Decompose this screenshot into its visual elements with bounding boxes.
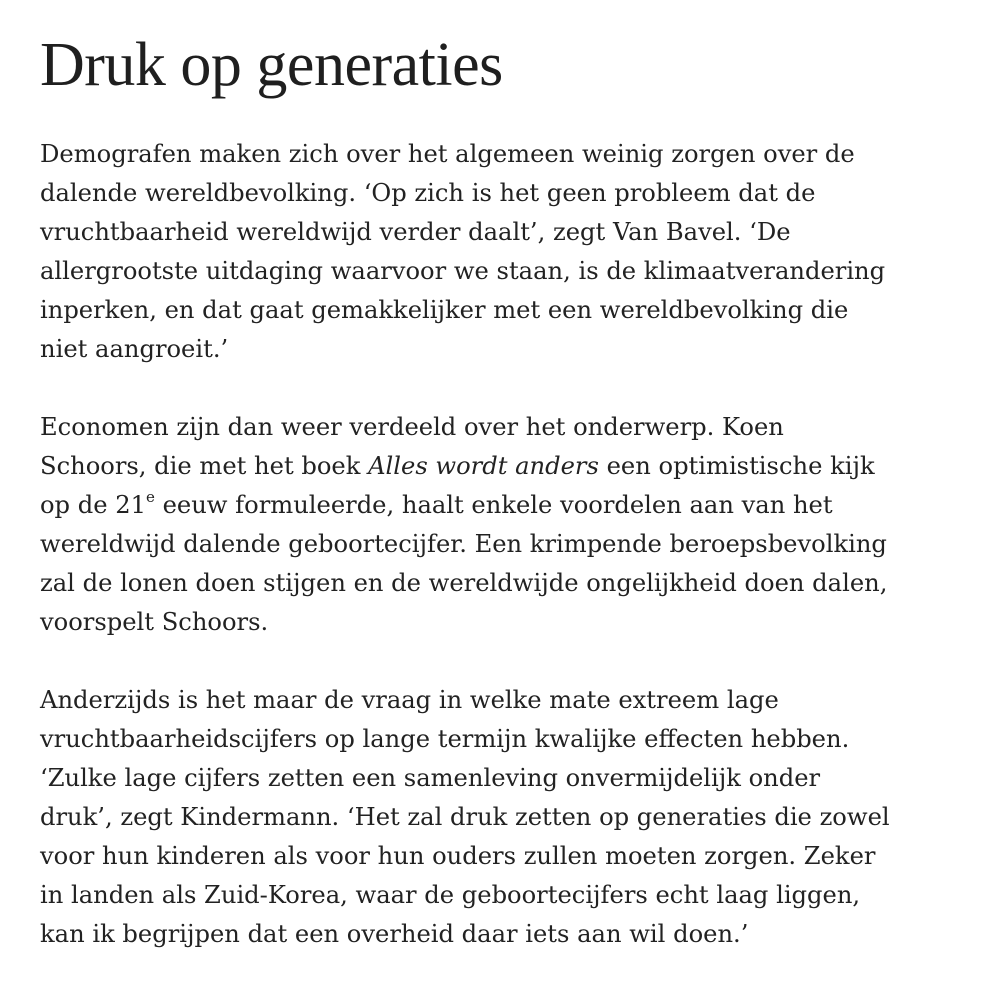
paragraph-line: Economen zijn dan weer verdeeld over het onderwerp. Koen [40,413,784,441]
paragraph-line: wereldwijd dalende geboortecijfer. Een krimpende beroepsbevolking [40,530,887,558]
paragraph-line [40,447,990,486]
paragraph-line: dalende wereldbevolking. ‘Op zich is het geen probleem dat de [40,179,816,207]
article-title: Druk op generaties [40,31,503,99]
paragraph-kindermann [40,681,990,954]
text-segment: Schoors, die met het boek [40,452,369,480]
ordinal-superscript: e [146,487,155,506]
text-segment: een optimistische kijk [598,452,875,480]
paragraph-line: Anderzijds is het maar de vraag in welke mate extreem lage [40,686,779,714]
paragraph-economists [40,408,990,642]
text-segment: op de 21 [40,491,146,519]
paragraph-line: voorspelt Schoors. [40,608,269,636]
paragraph-line: druk’, zegt Kindermann. ‘Het zal druk zetten op generaties die zowel [40,803,890,831]
paragraph-line: ‘Zulke lage cijfers zetten een samenleving onvermijdelijk onder [40,764,821,792]
paragraph-line: voor hun kinderen als voor hun ouders zullen moeten zorgen. Zeker [40,842,876,870]
paragraph-line: allergrootste uitdaging waarvoor we staan, is de klimaatverandering [40,257,886,285]
paragraph-line: niet aangroeit.’ [40,335,229,363]
paragraph-line: zal de lonen doen stijgen en de wereldwijde ongelijkheid doen dalen, [40,569,888,597]
paragraph-line: vruchtbaarheidscijfers op lange termijn kwalijke effecten hebben. [40,725,850,753]
paragraph-line: inperken, en dat gaat gemakkelijker met een wereldbevolking die [40,296,849,324]
paragraph-line: Demografen maken zich over het algemeen weinig zorgen over de [40,140,855,168]
paragraph-line: in landen als Zuid-Korea, waar de geboortecijfers echt laag liggen, [40,881,861,909]
article [40,0,990,954]
text-segment: eeuw formuleerde, haalt enkele voordelen aan van het [154,491,833,519]
paragraph-demographers [40,135,990,369]
paragraph-line: vruchtbaarheid wereldwijd verder daalt’, zegt Van Bavel. ‘De [40,218,791,246]
paragraph-line [40,486,990,525]
book-title: Alles wordt anders [368,452,599,480]
paragraph-line: kan ik begrijpen dat een overheid daar iets aan wil doen.’ [40,920,749,948]
